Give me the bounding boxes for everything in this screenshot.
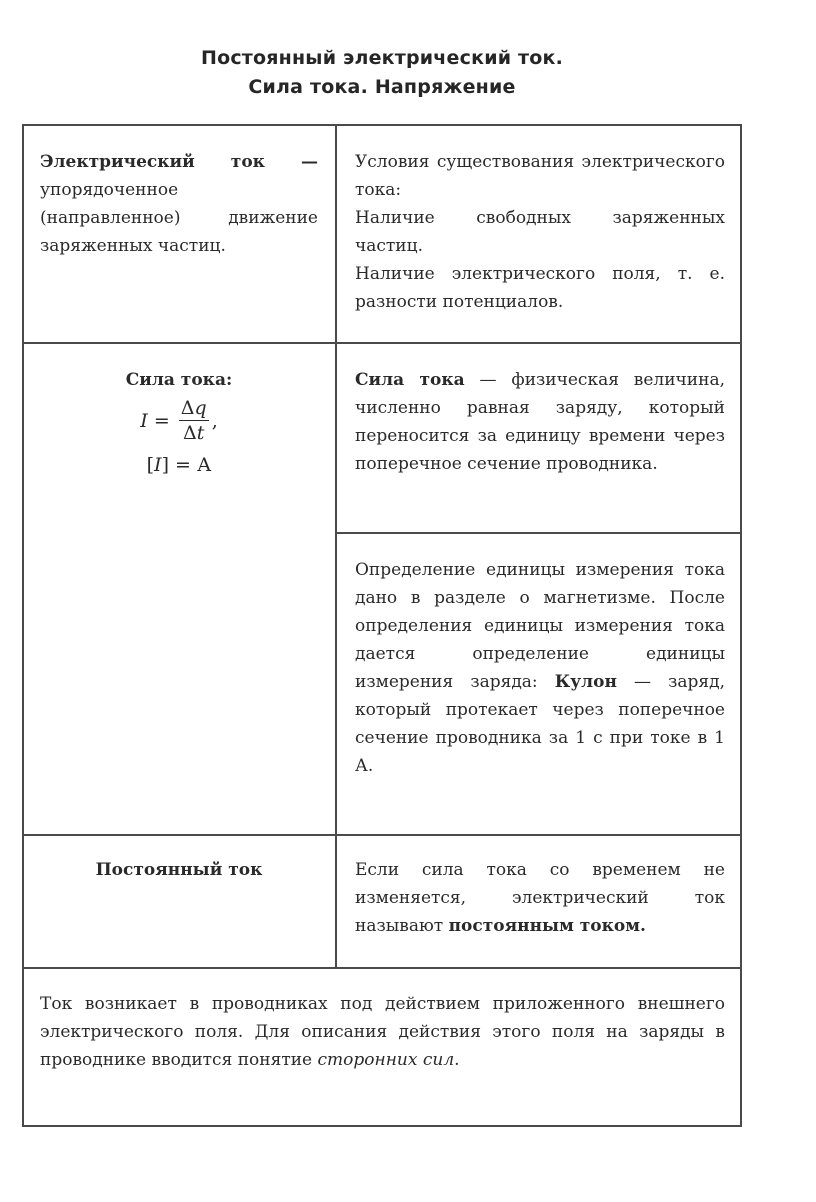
column-divider xyxy=(335,126,337,967)
current-formula xyxy=(40,396,318,445)
unit-rhs: = А xyxy=(168,454,212,476)
current-strength-heading: Сила тока: xyxy=(125,370,233,390)
direct-current-text: Если сила тока со временем не изменяется, электрический ток называют xyxy=(355,860,725,936)
row-divider-3 xyxy=(24,834,740,836)
term-current-strength: Сила тока xyxy=(355,370,465,390)
direct-current-definition xyxy=(355,856,725,940)
current-formula-block xyxy=(40,366,318,479)
unit-lhs: [I] xyxy=(146,454,169,476)
term-coulomb: Кулон xyxy=(554,672,617,692)
formula-fraction xyxy=(179,396,209,445)
coulomb-definition xyxy=(355,556,725,780)
direct-current-heading-cell xyxy=(40,856,318,884)
formula-numerator: Δq xyxy=(180,397,207,419)
condition-electric-field: Наличие электрического поля, т. е. разности потенциалов. xyxy=(355,264,725,312)
current-strength-text: — физическая величина, численно равная заряду, который переносится за единицу времени через поперечное сечение проводника. xyxy=(355,370,725,474)
row-divider-4 xyxy=(24,967,740,969)
coulomb-text-after: — заряд, который протекает через поперечное сечение проводника за 1 с при токе в 1 А. xyxy=(355,672,725,776)
formula-comma: , xyxy=(211,409,218,432)
definition-text: упорядоченное (направленное) движение заряженных частиц. xyxy=(40,180,318,256)
formula-equals: = xyxy=(147,409,176,432)
direct-current-heading: Постоянный ток xyxy=(95,860,263,880)
title-line-2: Сила тока. Напряжение xyxy=(248,76,516,98)
conditions-intro: Условия существования электрического тока: xyxy=(355,152,725,200)
unit-formula xyxy=(40,451,318,479)
formula-lhs: I xyxy=(140,409,148,432)
definition-electric-current xyxy=(40,148,318,260)
conditions-of-current xyxy=(355,148,725,316)
row-divider-1 xyxy=(24,342,740,344)
coulomb-text-before: Определение единицы измерения тока дано в разделе о магнетизме. После определения единицы измерения тока дается определение единицы измерения заряда: xyxy=(355,560,725,692)
row-divider-2-right xyxy=(337,532,740,534)
term-dash: — xyxy=(264,152,318,172)
term-electric-current: Электрический ток xyxy=(40,152,265,172)
note-text: Ток возникает в проводниках под действием приложенного внешнего электрического поля. Для описания действия этого поля на заряды в проводнике вводится понятие xyxy=(40,994,725,1070)
term-external-forces: сторонних сил xyxy=(317,1050,455,1070)
title-line-1: Постоянный электрический ток. xyxy=(200,47,564,69)
note-period: . xyxy=(454,1050,460,1070)
page-title xyxy=(0,44,764,102)
formula-denominator: Δt xyxy=(183,422,205,444)
external-forces-note xyxy=(40,990,725,1074)
term-direct-current: постоянным током. xyxy=(448,916,646,936)
condition-free-charges: Наличие свободных заряженных частиц. xyxy=(355,208,725,256)
summary-table xyxy=(22,124,742,1127)
current-strength-definition xyxy=(355,366,725,478)
